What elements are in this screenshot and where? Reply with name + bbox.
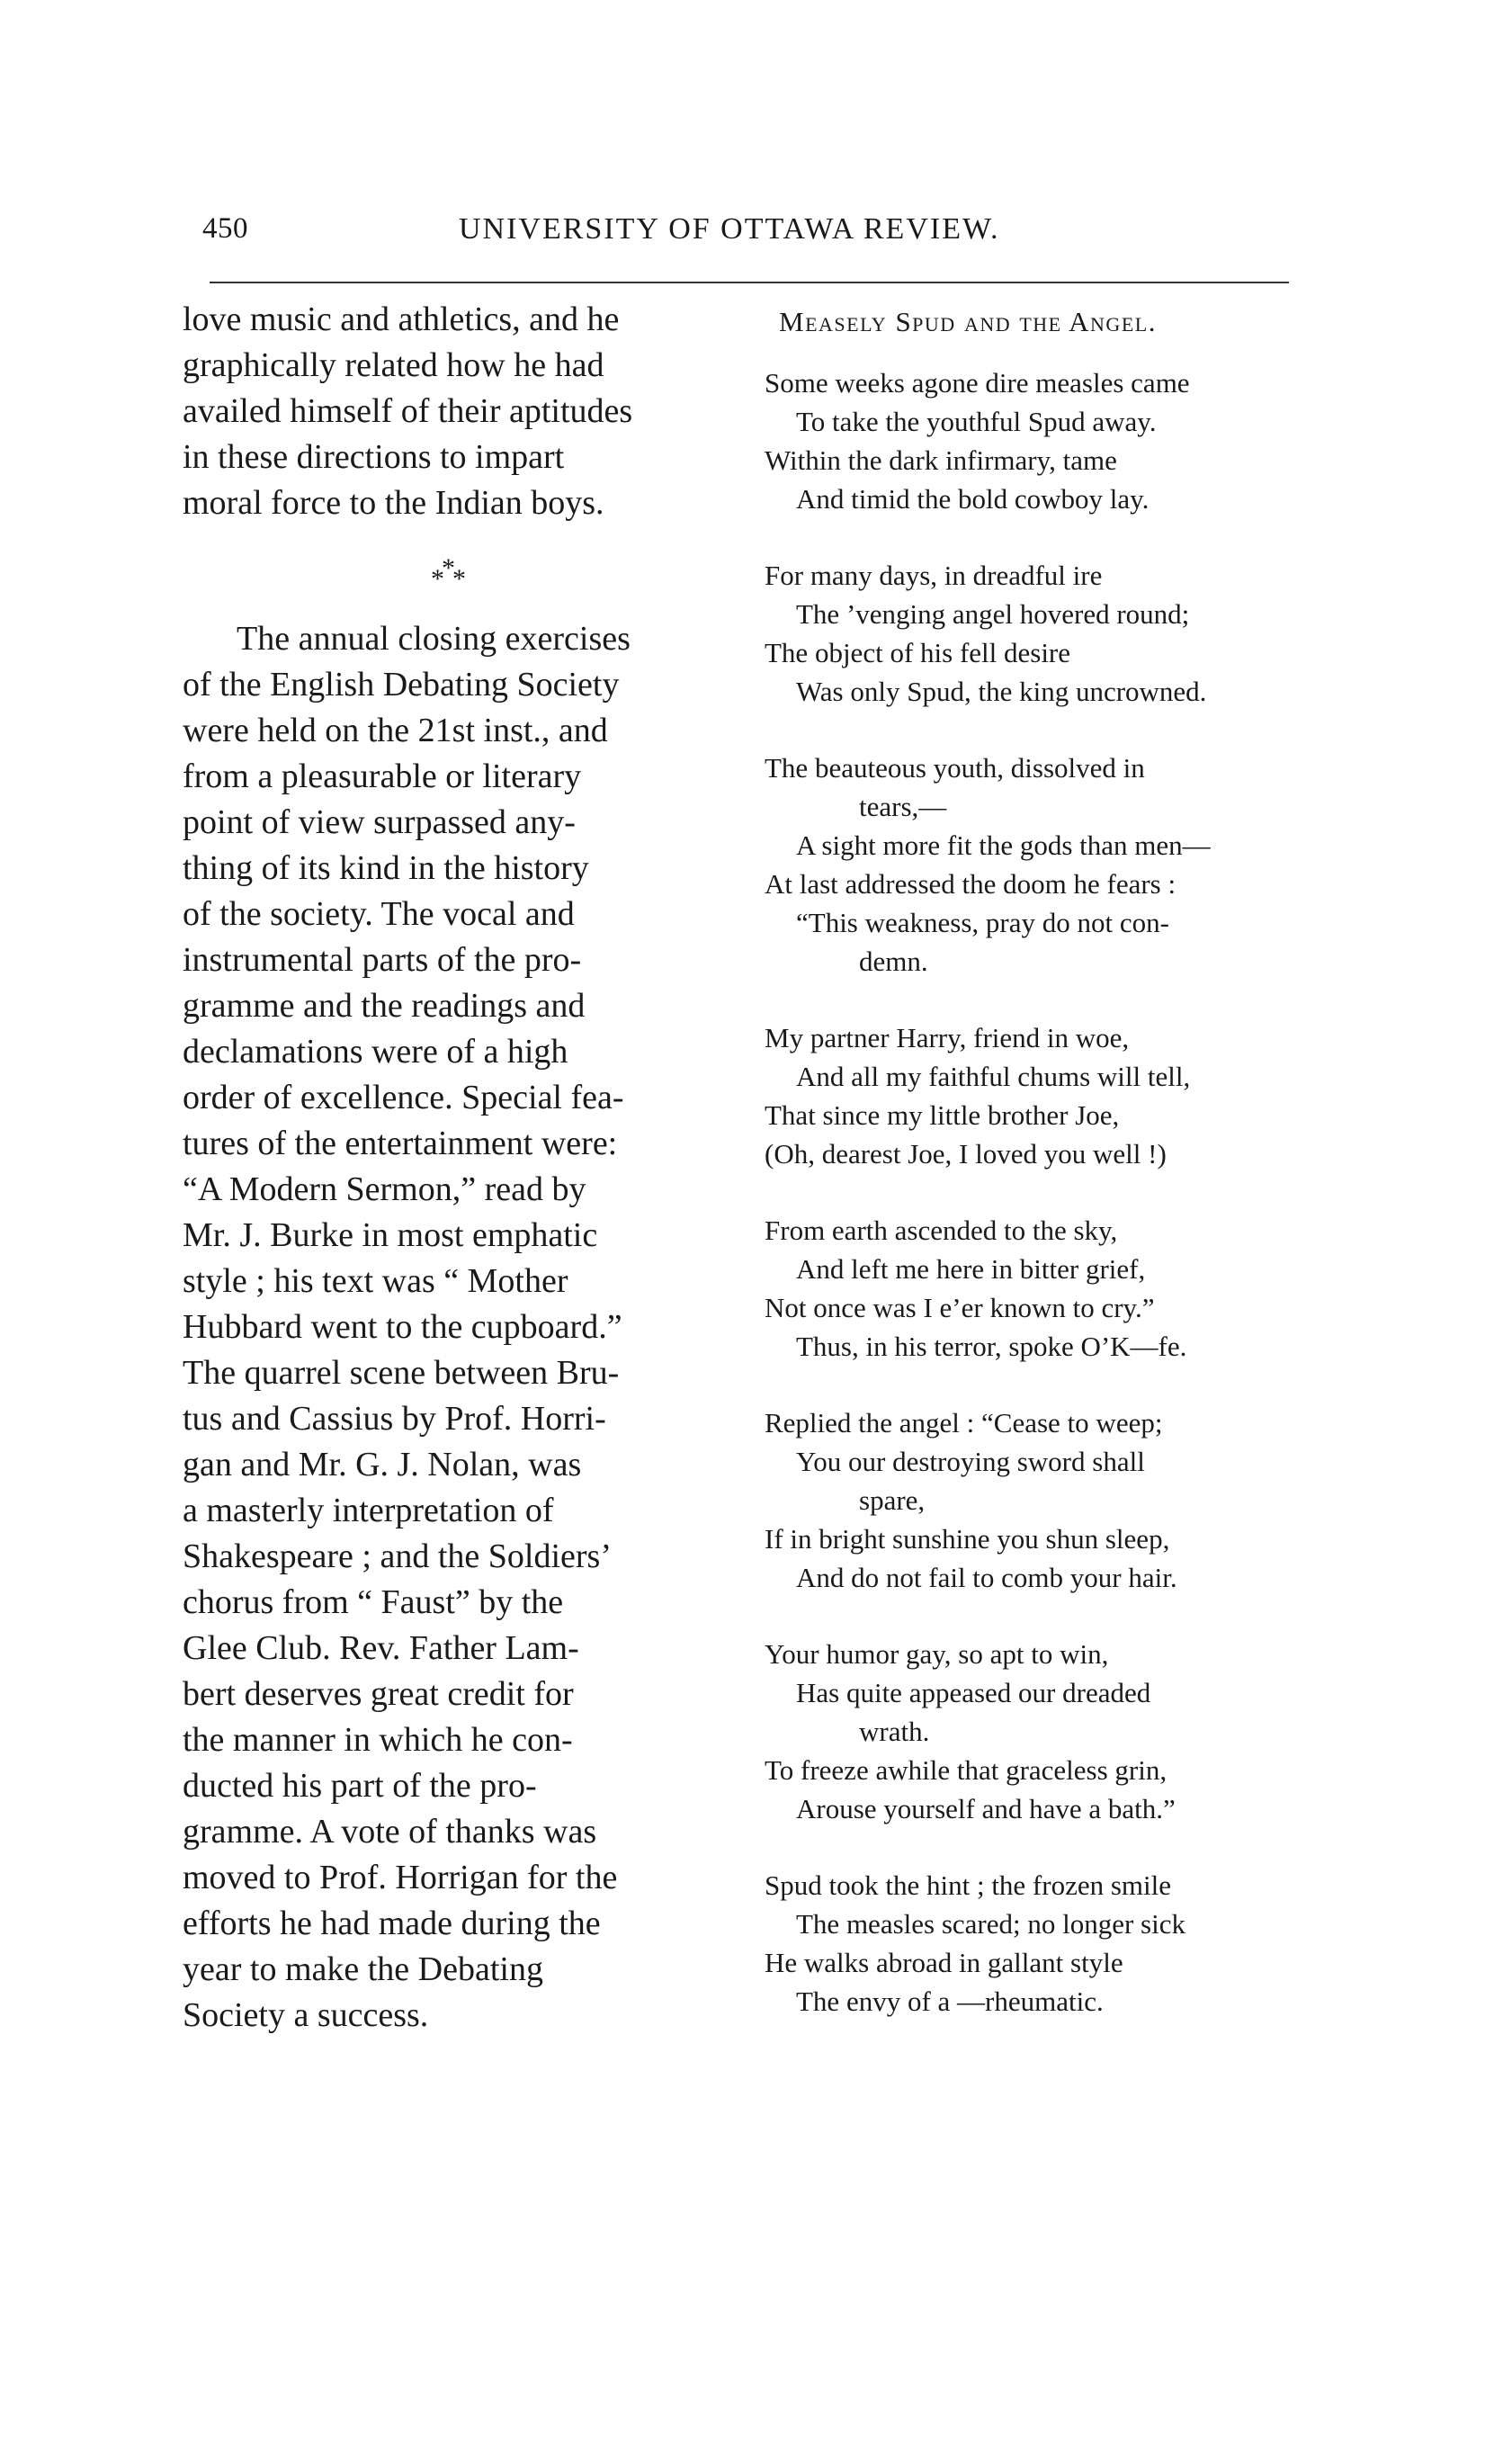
verse-line: And do not fail to comb your hair. bbox=[796, 1562, 1177, 1593]
stanza-6 bbox=[765, 1403, 1304, 1597]
verse-line: A sight more fit the gods than men— bbox=[796, 829, 1211, 861]
verse-line: And all my faithful chums will tell, bbox=[796, 1061, 1191, 1092]
text-line: moral force to the Indian boys. bbox=[183, 484, 604, 522]
verse-line: The measles scared; no longer sick bbox=[796, 1908, 1185, 1940]
verse-line: To take the youthful Spud away. bbox=[796, 406, 1157, 437]
text-line: ducted his part of the pro- bbox=[183, 1767, 537, 1805]
verse-line: My partner Harry, friend in woe, bbox=[765, 1022, 1130, 1053]
text-line: a masterly interpretation of bbox=[183, 1492, 554, 1529]
text-line: the manner in which he con- bbox=[183, 1721, 573, 1759]
verse-line: Your humor gay, so apt to win, bbox=[765, 1638, 1109, 1670]
text-line: year to make the Debating bbox=[183, 1950, 543, 1988]
verse-line: And left me here in bitter grief, bbox=[796, 1253, 1146, 1285]
text-line: Society a success. bbox=[183, 1996, 429, 2034]
text-line: graphically related how he had bbox=[183, 346, 604, 384]
text-line: gramme and the readings and bbox=[183, 987, 586, 1025]
verse-line: Was only Spud, the king uncrowned. bbox=[796, 676, 1207, 707]
text-line: gan and Mr. G. J. Nolan, was bbox=[183, 1446, 582, 1483]
continuation-paragraph bbox=[183, 297, 722, 526]
asterisk: * bbox=[431, 564, 444, 594]
asterisk: * bbox=[442, 553, 455, 583]
text-line: moved to Prof. Horrigan for the bbox=[183, 1859, 618, 1896]
asterisk: * bbox=[452, 564, 466, 594]
text-line: Glee Club. Rev. Father Lam- bbox=[183, 1629, 579, 1667]
text-line: bert deserves great credit for bbox=[183, 1675, 574, 1713]
text-line: “A Modern Sermon,” read by bbox=[183, 1170, 586, 1208]
text-line: availed himself of their aptitudes bbox=[183, 392, 633, 430]
right-column bbox=[765, 306, 1304, 2058]
debating-society-paragraph bbox=[183, 616, 722, 2039]
text-line: Shakespeare ; and the Soldiers’ bbox=[183, 1537, 612, 1575]
stanza-2 bbox=[765, 556, 1304, 711]
stanza-5 bbox=[765, 1211, 1304, 1366]
verse-line: The object of his fell desire bbox=[765, 637, 1071, 668]
verse-line: “This weakness, pray do not con- bbox=[796, 907, 1169, 938]
verse-line: At last addressed the doom he fears : bbox=[765, 868, 1176, 900]
text-line: tus and Cassius by Prof. Horri- bbox=[183, 1400, 606, 1438]
stanza-4 bbox=[765, 1018, 1304, 1173]
text-line: order of excellence. Special fea- bbox=[183, 1079, 624, 1116]
text-line: from a pleasurable or literary bbox=[183, 757, 582, 795]
text-line: tures of the entertainment were: bbox=[183, 1125, 618, 1162]
verse-line: Has quite appeased our dreaded bbox=[796, 1677, 1151, 1708]
verse-line: The envy of a —rheumatic. bbox=[796, 1985, 1104, 2017]
text-line: The annual closing exercises bbox=[237, 620, 631, 658]
stanza-1 bbox=[765, 363, 1304, 518]
stanza-7 bbox=[765, 1635, 1304, 1828]
text-line: Hubbard went to the cupboard.” bbox=[183, 1308, 622, 1346]
verse-line: You our destroying sword shall bbox=[796, 1446, 1145, 1477]
left-column bbox=[183, 297, 722, 2039]
poem-title: Measely Spud and the Angel. bbox=[779, 306, 1157, 337]
text-line: of the English Debating Society bbox=[183, 666, 620, 704]
verse-line: tears,— bbox=[859, 791, 947, 822]
verse-line: Within the dark infirmary, tame bbox=[765, 444, 1117, 476]
text-line: The quarrel scene between Bru- bbox=[183, 1354, 620, 1392]
verse-line: Replied the angel : “Cease to weep; bbox=[765, 1407, 1163, 1439]
running-title: UNIVERSITY OF OTTAWA REVIEW. bbox=[459, 212, 1000, 246]
text-line: thing of its kind in the history bbox=[183, 849, 589, 887]
stanza-8 bbox=[765, 1866, 1304, 2021]
verse-line: For many days, in dreadful ire bbox=[765, 560, 1103, 591]
text-line: were held on the 21st inst., and bbox=[183, 712, 608, 749]
verse-line: Spud took the hint ; the frozen smile bbox=[765, 1869, 1172, 1901]
verse-line: The beauteous youth, dissolved in bbox=[765, 752, 1145, 784]
verse-line: spare, bbox=[859, 1484, 926, 1516]
text-line: point of view surpassed any- bbox=[183, 803, 576, 841]
text-line: style ; his text was “ Mother bbox=[183, 1262, 568, 1300]
text-line: love music and athletics, and he bbox=[183, 300, 620, 338]
verse-line: (Oh, dearest Joe, I loved you well !) bbox=[765, 1138, 1167, 1170]
verse-line: Arouse yourself and have a bath.” bbox=[796, 1793, 1176, 1824]
verse-line: He walks abroad in gallant style bbox=[765, 1947, 1123, 1978]
verse-line: wrath. bbox=[859, 1716, 930, 1747]
verse-line: From earth ascended to the sky, bbox=[765, 1215, 1118, 1246]
verse-line: Thus, in his terror, spoke O’K—fe. bbox=[796, 1331, 1187, 1362]
verse-line: That since my little brother Joe, bbox=[765, 1099, 1120, 1131]
verse-line: Not once was I e’er known to cry.” bbox=[765, 1292, 1155, 1323]
stanza-3 bbox=[765, 748, 1304, 981]
page-number: 450 bbox=[202, 212, 248, 245]
header-rule bbox=[210, 282, 1289, 283]
text-line: declamations were of a high bbox=[183, 1033, 568, 1071]
text-line: chorus from “ Faust” by the bbox=[183, 1583, 564, 1621]
text-line: of the society. The vocal and bbox=[183, 895, 575, 933]
verse-line: If in bright sunshine you shun sleep, bbox=[765, 1523, 1170, 1555]
page-header bbox=[202, 212, 1291, 257]
verse-line: To freeze awhile that graceless grin, bbox=[765, 1754, 1168, 1786]
text-line: gramme. A vote of thanks was bbox=[183, 1813, 597, 1851]
verse-line: And timid the bold cowboy lay. bbox=[796, 483, 1150, 515]
text-line: efforts he had made during the bbox=[183, 1905, 601, 1942]
verse-line: The ’venging angel hovered round; bbox=[796, 598, 1190, 630]
text-line: Mr. J. Burke in most emphatic bbox=[183, 1216, 598, 1254]
verse-line: Some weeks agone dire measles came bbox=[765, 367, 1190, 399]
asterism-separator bbox=[183, 526, 722, 616]
text-line: in these directions to impart bbox=[183, 438, 565, 476]
text-line: instrumental parts of the pro- bbox=[183, 941, 582, 979]
verse-line: demn. bbox=[859, 946, 928, 977]
